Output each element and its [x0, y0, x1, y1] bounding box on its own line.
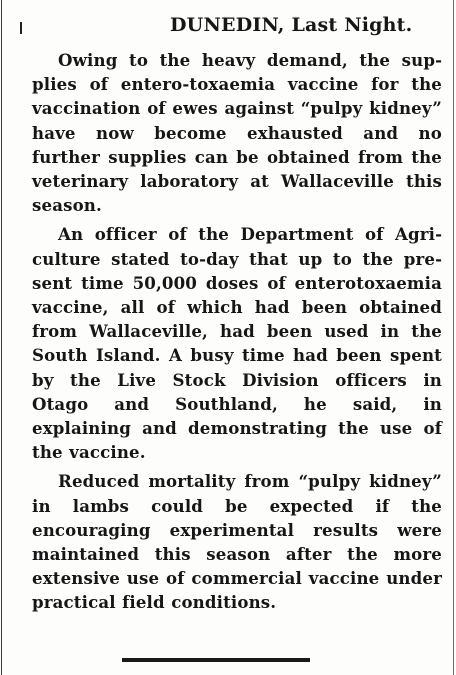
paragraph-department-statement: An officer of the Department of Agriculture stated to-day that up to the present time 50,000 doses of enterotoxaemia vaccine, all of which had been obtained from Wallaceville, had been used in the South Island. A busy time had been spent by the Live Stock Division officers in Otago and Southland, he said, in explaining and demonstrating the use of the vaccine.: [32, 224, 442, 463]
end-of-article-rule: [122, 658, 310, 662]
left-column-rule: [1, 0, 2, 675]
article-body: [32, 48, 442, 620]
margin-mark: [20, 22, 22, 34]
right-column-rule: [453, 0, 454, 675]
dateline: DUNEDIN, Last Night.: [170, 14, 413, 36]
paragraph-vaccine-exhausted: Owing to the heavy demand, the supplies of entero-toxaemia vaccine for the vaccination of ewes against “pulpy kidney” have now become exhausted and no further supplies can be obtained from the veterinary laboratory at Wallaceville this season.: [32, 50, 442, 216]
paragraph-reduced-mortality: Reduced mortality from “pulpy kidney” in lambs could be expected if the encouraging experimental results were maintained this season after the more extensive use of commercial vaccine under practical field conditions.: [32, 471, 442, 613]
